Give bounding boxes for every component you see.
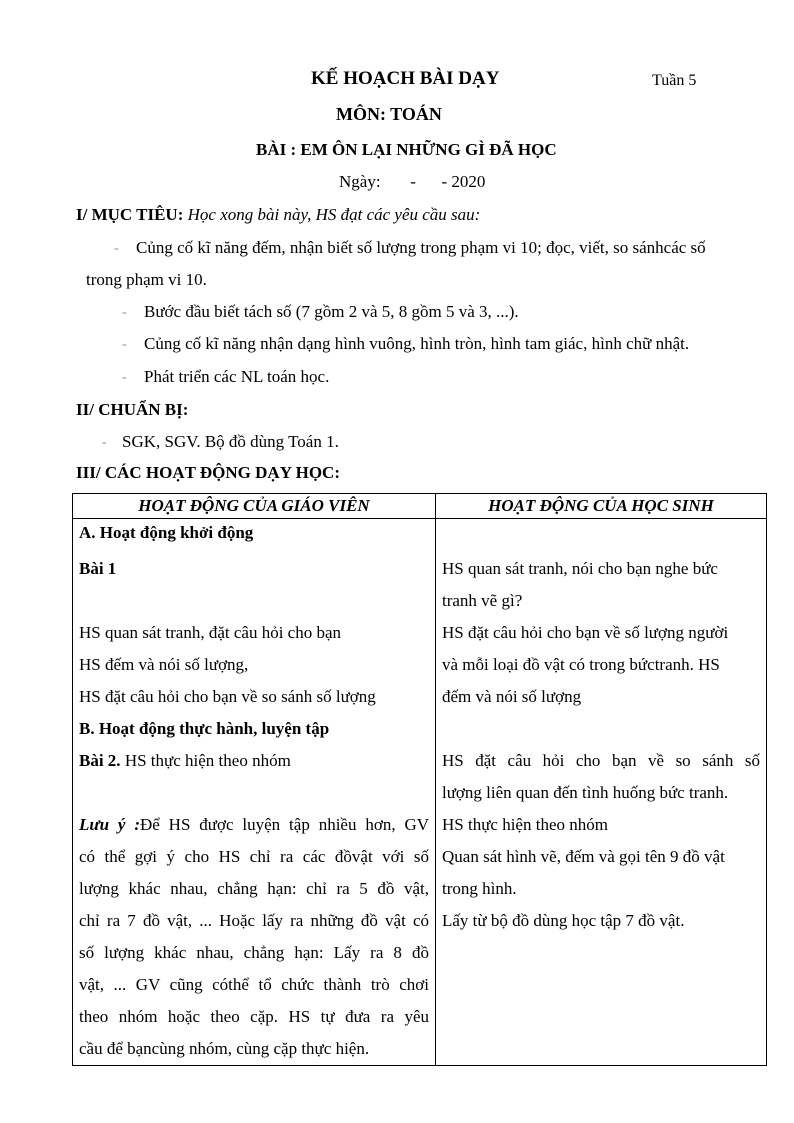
objective-item-4: Phát triển các NL toán học. <box>144 367 330 386</box>
exercise-2-line <box>79 745 429 777</box>
subject-label: MÔN: TOÁN <box>336 104 442 124</box>
objective-item-1-cont: trong phạm vi 10. <box>86 270 207 289</box>
bullet-dash-icon: - <box>122 370 127 385</box>
activities-heading: III/ CÁC HOẠT ĐỘNG DẠY HỌC: <box>76 463 340 482</box>
student-line: Quan sát hình vẽ, đếm và gọi tên 9 đồ vật <box>442 847 725 866</box>
note-line: chỉ ra 7 đồ vật, ... Hoặc lấy ra những đồ vật có <box>79 911 429 930</box>
bullet-dash-icon: - <box>114 241 119 256</box>
student-line: HS đặt câu hỏi cho bạn về số lượng người <box>442 623 729 642</box>
student-line: HS quan sát tranh, nói cho bạn nghe bức <box>442 559 718 578</box>
student-line: tranh vẽ gì? <box>442 591 523 610</box>
note-line <box>79 809 429 841</box>
exercise-1-label: Bài 1 <box>79 559 117 578</box>
note-line: lượng khác nhau, chẳng hạn: chỉ ra 5 đồ vật, <box>79 879 429 898</box>
note-line: số lượng khác nhau, chẳng hạn: Lấy ra 8 đồ <box>79 943 429 962</box>
lesson-title: BÀI : EM ÔN LẠI NHỮNG GÌ ĐÃ HỌC <box>256 140 557 159</box>
student-line: HS đặt câu hỏi cho bạn về so sánh số <box>442 751 760 770</box>
activities-table <box>72 493 767 1066</box>
section-b-heading: B. Hoạt động thực hành, luyện tập <box>79 719 330 738</box>
student-line: trong hình. <box>442 879 517 898</box>
exercise-2-label: Bài 2. <box>79 751 121 770</box>
exercise-2-text: HS thực hiện theo nhóm <box>120 751 291 770</box>
teacher-line: HS đặt câu hỏi cho bạn về so sánh số lượng <box>79 687 376 706</box>
bullet-dash-icon: - <box>102 435 107 450</box>
student-cell <box>436 519 767 1066</box>
note-line: có thể gợi ý cho HS chỉ ra các đồvật với số <box>79 847 429 866</box>
note-line: vật, ... GV cũng cóthể tổ chức thành trò chơi <box>79 975 429 994</box>
student-line: lượng liên quan đến tình huống bức tranh. <box>442 783 729 802</box>
objective-item-1: Củng cố kĩ năng đếm, nhận biết số lượng trong phạm vi 10; đọc, viết, so sánhcác số <box>136 238 706 257</box>
preparation-item-1: SGK, SGV. Bộ đồ dùng Toán 1. <box>122 432 339 451</box>
teacher-line: HS quan sát tranh, đặt câu hỏi cho bạn <box>79 623 342 642</box>
table-row <box>73 519 767 1066</box>
table-header-row <box>73 494 767 519</box>
student-line: Lấy từ bộ đồ dùng học tập 7 đồ vật. <box>442 911 685 930</box>
preparation-heading: II/ CHUẨN BỊ: <box>76 400 189 419</box>
note-text: Để HS được luyện tập nhiều hơn, GV <box>139 815 429 834</box>
note-label: Lưu ý : <box>79 815 140 834</box>
student-column-header: HOẠT ĐỘNG CỦA HỌC SINH <box>436 494 767 519</box>
student-line: HS thực hiện theo nhóm <box>442 815 608 834</box>
teacher-line: HS đếm và nói số lượng, <box>79 655 249 674</box>
objective-item-3: Củng cố kĩ năng nhận dạng hình vuông, hình tròn, hình tam giác, hình chữ nhật. <box>144 334 690 353</box>
objective-item-2: Bước đầu biết tách số (7 gồm 2 và 5, 8 gồm 5 và 3, ...). <box>144 302 519 321</box>
objectives-line <box>76 205 480 225</box>
bullet-dash-icon: - <box>122 305 127 320</box>
bullet-dash-icon: - <box>122 337 127 352</box>
week-label: Tuần 5 <box>652 72 697 89</box>
student-line: đếm và nói số lượng <box>442 687 582 706</box>
page-title: KẾ HOẠCH BÀI DẠY <box>311 68 500 89</box>
objectives-heading: I/ MỤC TIÊU: <box>76 205 184 224</box>
teacher-column-header: HOẠT ĐỘNG CỦA GIÁO VIÊN <box>73 494 436 519</box>
objectives-intro: Học xong bài này, HS đạt các yêu cầu sau: <box>187 205 481 224</box>
note-line: cầu để bạncùng nhóm, cùng cặp thực hiện. <box>79 1039 370 1058</box>
section-a-heading: A. Hoạt động khởi động <box>79 523 254 542</box>
date-line: Ngày: - - 2020 <box>339 172 486 191</box>
teacher-cell <box>73 519 436 1066</box>
note-line: theo nhóm hoặc theo cặp. HS tự đưa ra yêu <box>79 1007 429 1026</box>
student-line: và mỗi loại đồ vật có trong bứctranh. HS <box>442 655 720 674</box>
